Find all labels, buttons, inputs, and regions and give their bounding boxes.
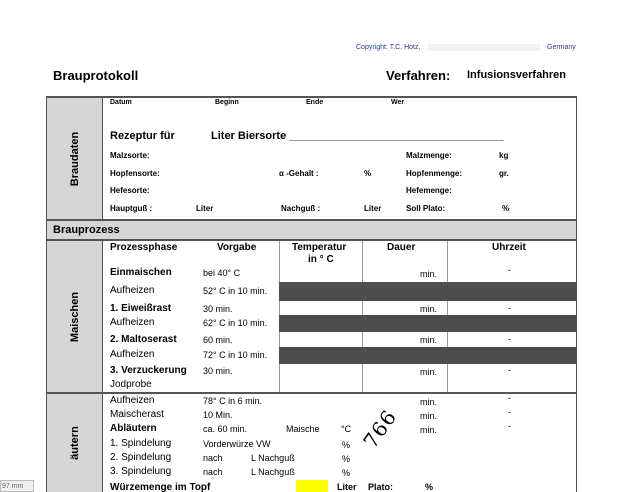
- laeutern-spindelung2-vorgabe: nach: [203, 453, 223, 463]
- laeutern-spindelung3-unit: %: [342, 468, 351, 478]
- verfahren-value: Infusionsverfahren: [467, 69, 567, 81]
- laeutern-spindelung3-nachguss: L Nachguß: [251, 467, 295, 477]
- copyright-redaction: [428, 44, 540, 51]
- laeutern-spindelung3-vorgabe: nach: [203, 467, 223, 477]
- datum-label: Datum: [110, 99, 132, 106]
- row-eiweissrast-phase: 1. Eiweißrast: [110, 303, 172, 314]
- laeutern-spindelung2-unit: %: [342, 454, 351, 464]
- soll-plato-percent-unit: %: [502, 204, 510, 213]
- malzsorte-label: Malzsorte:: [110, 151, 150, 160]
- wuerzemenge-highlight-field[interactable]: [296, 480, 328, 492]
- maischen-laeutern-separator: [47, 392, 576, 394]
- laeutern-aufheizen-phase: Aufheizen: [110, 395, 155, 406]
- laeutern-spindelung1-unit: %: [342, 440, 351, 450]
- row-aufheizen2-phase: Aufheizen: [110, 317, 155, 328]
- row-jodprobe-phase: Jodprobe: [110, 379, 152, 390]
- hauptguss-label: Hauptguß :: [110, 204, 153, 213]
- row-aufheizen1-bar: [279, 282, 576, 301]
- laeutern-spindelung3-phase: 3. Spindelung: [110, 466, 172, 477]
- nachguss-liter-unit: Liter: [364, 204, 382, 213]
- laeutern-spindelung1-vorgabe: Vorderwürze VW: [203, 439, 271, 449]
- row-verzuckerung-dauer: min.: [420, 367, 438, 377]
- row-aufheizen2-vorgabe: 62° C in 10 min.: [203, 318, 268, 328]
- copyright-text: Copyright: T.C. Hotz,: [356, 44, 421, 51]
- laeutern-aufheizen-vorgabe: 78° C in 6 min.: [203, 396, 263, 406]
- row-aufheizen3-phase: Aufheizen: [110, 349, 155, 360]
- braudaten-sidebar: [47, 98, 103, 219]
- row-maltoserast-phase: 2. Maltoserast: [110, 334, 177, 345]
- laeutern-label: äutern: [68, 426, 81, 460]
- alpha-gehalt-label: α -Gehalt :: [279, 169, 319, 178]
- row-aufheizen3-bar: [279, 347, 576, 364]
- laeutern-maischerast-dauer: min.: [420, 411, 438, 421]
- col-uhrzeit: Uhrzeit: [492, 242, 526, 253]
- hauptguss-liter-unit: Liter: [196, 204, 214, 213]
- laeutern-ablaeutern-unit: °C: [341, 424, 352, 434]
- row-maltoserast-uhrzeit: -: [508, 334, 511, 344]
- laeutern-sidebar: [47, 394, 103, 492]
- laeutern-maischerast-uhrzeit: -: [508, 407, 511, 417]
- row-eiweissrast-dauer: min.: [420, 304, 438, 314]
- col-temperatur: Temperatur: [292, 242, 347, 253]
- laeutern-maischerast-vorgabe: 10 Min.: [203, 410, 233, 420]
- col-temperatur-unit: in ° C: [308, 254, 334, 265]
- wuerzemenge-label: Würzemenge im Topf: [110, 482, 211, 492]
- gr-unit: gr.: [499, 169, 509, 178]
- document-title: Brauprotokoll: [53, 68, 139, 83]
- nachguss-label: Nachguß :: [281, 204, 321, 213]
- hopfenmenge-label: Hopfenmenge:: [406, 169, 462, 178]
- hefesorte-label: Hefesorte:: [110, 186, 150, 195]
- row-aufheizen3-vorgabe: 72° C in 10 min.: [203, 350, 268, 360]
- laeutern-maischerast-phase: Maischerast: [110, 409, 164, 420]
- brauprozess-title: Brauprozess: [53, 224, 120, 236]
- braudaten-label: Braudaten: [68, 131, 81, 186]
- ende-label: Ende: [306, 99, 324, 106]
- wuerzemenge-percent-unit: %: [425, 482, 434, 492]
- col-prozessphase: Prozessphase: [110, 242, 178, 253]
- maischen-sidebar: [47, 241, 103, 392]
- col-vorgabe: Vorgabe: [217, 242, 257, 253]
- laeutern-ablaeutern-dauer: min.: [420, 425, 438, 435]
- row-einmaischen-vorgabe: bei 40° C: [203, 268, 241, 278]
- row-eiweissrast-vorgabe: 30 min.: [203, 304, 233, 314]
- laeutern-spindelung2-nachguss: L Nachguß: [251, 453, 295, 463]
- kg-unit: kg: [499, 151, 509, 160]
- row-verzuckerung-uhrzeit: -: [508, 365, 511, 375]
- rezeptur-label: Rezeptur für: [110, 130, 175, 142]
- row-aufheizen1-phase: Aufheizen: [110, 285, 155, 296]
- row-einmaischen-uhrzeit: -: [508, 265, 511, 275]
- row-einmaischen-dauer: min.: [420, 269, 438, 279]
- row-verzuckerung-phase: 3. Verzuckerung: [110, 365, 187, 376]
- laeutern-spindelung1-phase: 1. Spindelung: [110, 438, 172, 449]
- row-eiweissrast-uhrzeit: -: [508, 303, 511, 313]
- beginn-label: Beginn: [215, 99, 239, 106]
- laeutern-ablaeutern-vorgabe: ca. 60 min.: [203, 424, 248, 434]
- hopfensorte-label: Hopfensorte:: [110, 169, 160, 178]
- col-dauer: Dauer: [387, 242, 416, 253]
- laeutern-ablaeutern-maische: Maische: [286, 424, 320, 434]
- laeutern-ablaeutern-phase: Abläutern: [110, 423, 157, 434]
- alpha-percent-unit: %: [364, 169, 372, 178]
- row-verzuckerung-vorgabe: 30 min.: [203, 366, 233, 376]
- row-einmaischen-phase: Einmaischen: [110, 267, 172, 278]
- row-aufheizen1-vorgabe: 52° C in 10 min.: [203, 286, 268, 296]
- row-aufheizen2-bar: [279, 315, 576, 332]
- verfahren-label: Verfahren:: [386, 68, 451, 83]
- laeutern-aufheizen-uhrzeit: -: [508, 393, 511, 403]
- wuerzemenge-plato-label: Plato:: [368, 482, 394, 492]
- maischen-label: Maischen: [68, 291, 81, 342]
- hefemenge-label: Hefemenge:: [406, 186, 452, 195]
- row-maltoserast-dauer: min.: [420, 335, 438, 345]
- soll-plato-label: Soll Plato:: [406, 204, 446, 213]
- laeutern-aufheizen-dauer: min.: [420, 397, 438, 407]
- ruler-tab: 97 mm: [0, 480, 34, 492]
- liter-biersorte-field[interactable]: Liter Biersorte ___________________________________: [211, 130, 504, 142]
- laeutern-spindelung2-phase: 2. Spindelung: [110, 452, 172, 463]
- handwritten-number: 766: [358, 405, 402, 453]
- wer-label: Wer: [391, 99, 405, 106]
- malzmenge-label: Malzmenge:: [406, 151, 452, 160]
- brauprozess-bar: [47, 219, 576, 241]
- row-maltoserast-vorgabe: 60 min.: [203, 335, 233, 345]
- laeutern-ablaeutern-uhrzeit: -: [508, 421, 511, 431]
- wuerzemenge-liter-unit: Liter: [337, 482, 357, 492]
- copyright-country: Germany: [547, 44, 576, 51]
